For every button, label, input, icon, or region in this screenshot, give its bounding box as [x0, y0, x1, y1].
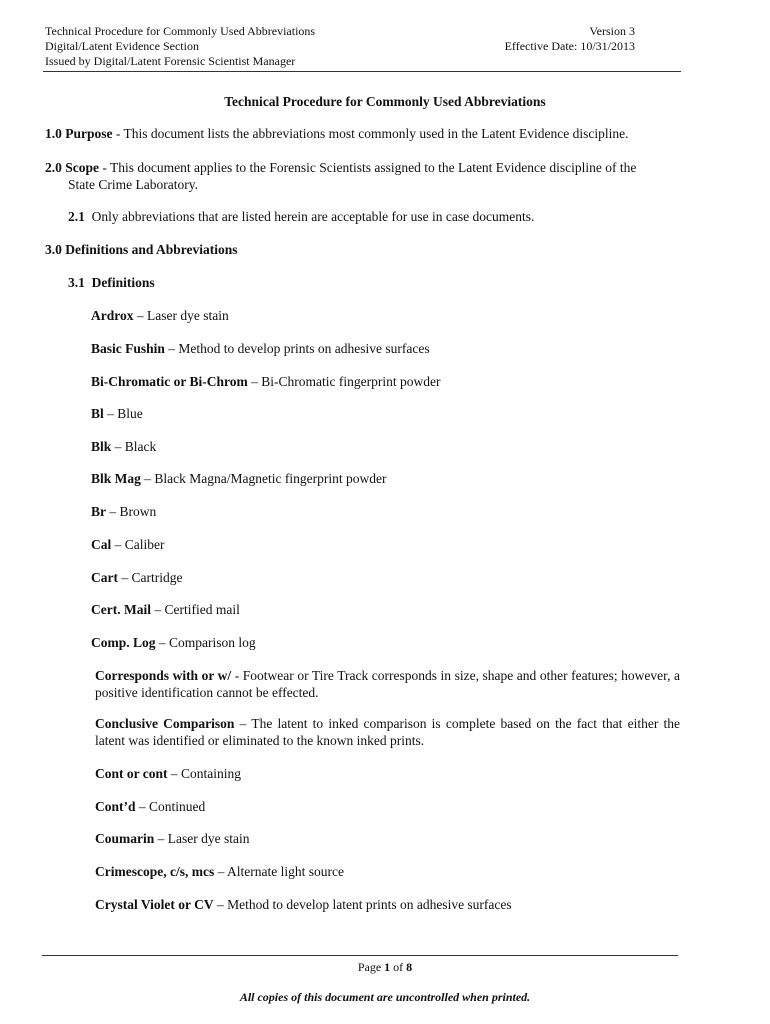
s21-number: 2.1 [68, 209, 85, 224]
definition-term: Cart [91, 570, 118, 585]
definition-item: Crimescope, c/s, mcs – Alternate light source [95, 864, 344, 879]
definition-term: Crimescope, c/s, mcs [95, 864, 215, 879]
definition-term: Blk [91, 439, 112, 454]
definition-item: Cont or cont – Containing [95, 766, 241, 781]
definition-item: Bi-Chromatic or Bi-Chrom – Bi-Chromatic fingerprint powder [91, 374, 441, 389]
definition-item: Cert. Mail – Certified mail [91, 602, 240, 617]
definition-desc: Black [124, 439, 157, 454]
header-left [45, 24, 315, 69]
definition-desc: Bi-Chromatic fingerprint powder [261, 374, 441, 389]
definition-desc: Alternate light source [226, 864, 344, 879]
definition-desc: Blue [117, 406, 143, 421]
purpose-number: 1.0 [45, 126, 62, 141]
definition-term: Cont’d [95, 799, 136, 814]
definition-term: Cont or cont [95, 766, 168, 781]
definition-desc: Method to develop prints on adhesive surfaces [178, 341, 430, 356]
definition-desc: Certified mail [164, 602, 240, 617]
definition-desc: Laser dye stain [167, 831, 250, 846]
definition-item: Coumarin – Laser dye stain [95, 831, 250, 846]
s3-number: 3.0 [45, 242, 62, 257]
definition-term: Br [91, 504, 106, 519]
definition-term: Conclusive Comparison [95, 716, 235, 731]
s3-label: Definitions and Abbreviations [65, 242, 238, 257]
definition-desc: Black Magna/Magnetic fingerprint powder [154, 471, 387, 486]
header-issuer: Issued by Digital/Latent Forensic Scientist Manager [45, 54, 296, 68]
definition-term: Comp. Log [91, 635, 156, 650]
footer-note: All copies of this document are uncontrolled when printed. [239, 990, 531, 1004]
definition-term: Blk Mag [91, 471, 141, 486]
scope-label: Scope [65, 160, 99, 175]
definition-item: Conclusive Comparison – The latent to inked comparison is complete based on the fact that either the latent was identified or eliminated to the known inked prints. [95, 716, 681, 748]
definition-item: Ardrox – Laser dye stain [91, 308, 229, 323]
definition-desc: Brown [119, 504, 157, 519]
scope-number: 2.0 [45, 160, 62, 175]
header-right [497, 24, 635, 54]
definition-item: Crystal Violet or CV – Method to develop latent prints on adhesive surfaces [95, 897, 512, 912]
section-purpose [45, 125, 685, 142]
definition-term: Cert. Mail [91, 602, 151, 617]
page-number: 1 [384, 960, 391, 974]
header-doc-title: Technical Procedure for Commonly Used Abbreviations [45, 24, 316, 38]
header-effective-date: Effective Date: 10/31/2013 [504, 39, 635, 53]
definition-desc: Containing [181, 766, 241, 781]
definition-term: Coumarin [95, 831, 155, 846]
section-2-1 [68, 208, 678, 225]
footer-divider [42, 955, 678, 956]
header-divider [43, 71, 681, 72]
definition-desc: Laser dye stain [147, 308, 229, 323]
definition-item: Basic Fushin – Method to develop prints on adhesive surfaces [91, 341, 430, 356]
page-indicator: Page 1 of 8 [357, 960, 413, 974]
definition-item: Blk Mag – Black Magna/Magnetic fingerprint powder [91, 471, 387, 486]
definition-desc: Footwear or Tire Track corresponds in size, shape and other features; however, a positive identification cannot be effected. [95, 668, 680, 700]
document-title: Technical Procedure for Commonly Used Abbreviations [224, 94, 546, 109]
definition-term: Crystal Violet or CV [95, 897, 214, 912]
definition-item: Comp. Log – Comparison log [91, 635, 256, 650]
definition-item: Bl – Blue [91, 406, 143, 421]
definition-item: Cart – Cartridge [91, 570, 183, 585]
header-section: Digital/Latent Evidence Section [45, 39, 199, 53]
definition-desc: Comparison log [169, 635, 256, 650]
s31-number: 3.1 [68, 275, 85, 290]
s21-text: Only abbreviations that are listed herein are acceptable for use in case documents. [91, 209, 535, 224]
purpose-text: - This document lists the abbreviations most commonly used in the Latent Evidence discipline. [112, 126, 629, 141]
definition-desc: The latent to inked comparison is complete based on the fact that either the latent was identified or eliminated to the known inked prints. [95, 716, 681, 748]
definition-desc: Continued [149, 799, 206, 814]
scope-text-cont: State Crime Laboratory. [68, 177, 198, 192]
scope-text: - This document applies to the Forensic Scientists assigned to the Latent Evidence discipline of the [99, 160, 637, 175]
section-definitions-abbreviations [45, 241, 238, 258]
section-scope [45, 159, 685, 193]
s31-label: Definitions [91, 275, 155, 290]
definition-desc: Method to develop latent prints on adhesive surfaces [227, 897, 512, 912]
definition-term: Bi-Chromatic or Bi-Chrom [91, 374, 248, 389]
definition-item: Blk – Black [91, 439, 157, 454]
definition-term: Corresponds with or w/ [95, 668, 232, 683]
definition-item: Corresponds with or w/ - Footwear or Tire Track corresponds in size, shape and other features; however, a positive identification cannot be effected. [95, 668, 680, 700]
definition-term: Basic Fushin [91, 341, 165, 356]
definition-desc: Caliber [124, 537, 165, 552]
definition-term: Bl [91, 406, 104, 421]
purpose-label: Purpose [65, 126, 113, 141]
definition-term: Ardrox [91, 308, 134, 323]
page-total: 8 [406, 960, 413, 974]
definition-term: Cal [91, 537, 112, 552]
definition-desc: Cartridge [131, 570, 183, 585]
definition-item: Cal – Caliber [91, 537, 165, 552]
header-version: Version 3 [589, 24, 635, 38]
definition-item: Cont’d – Continued [95, 799, 206, 814]
definition-item: Br – Brown [91, 504, 157, 519]
section-3-1 [68, 274, 155, 291]
